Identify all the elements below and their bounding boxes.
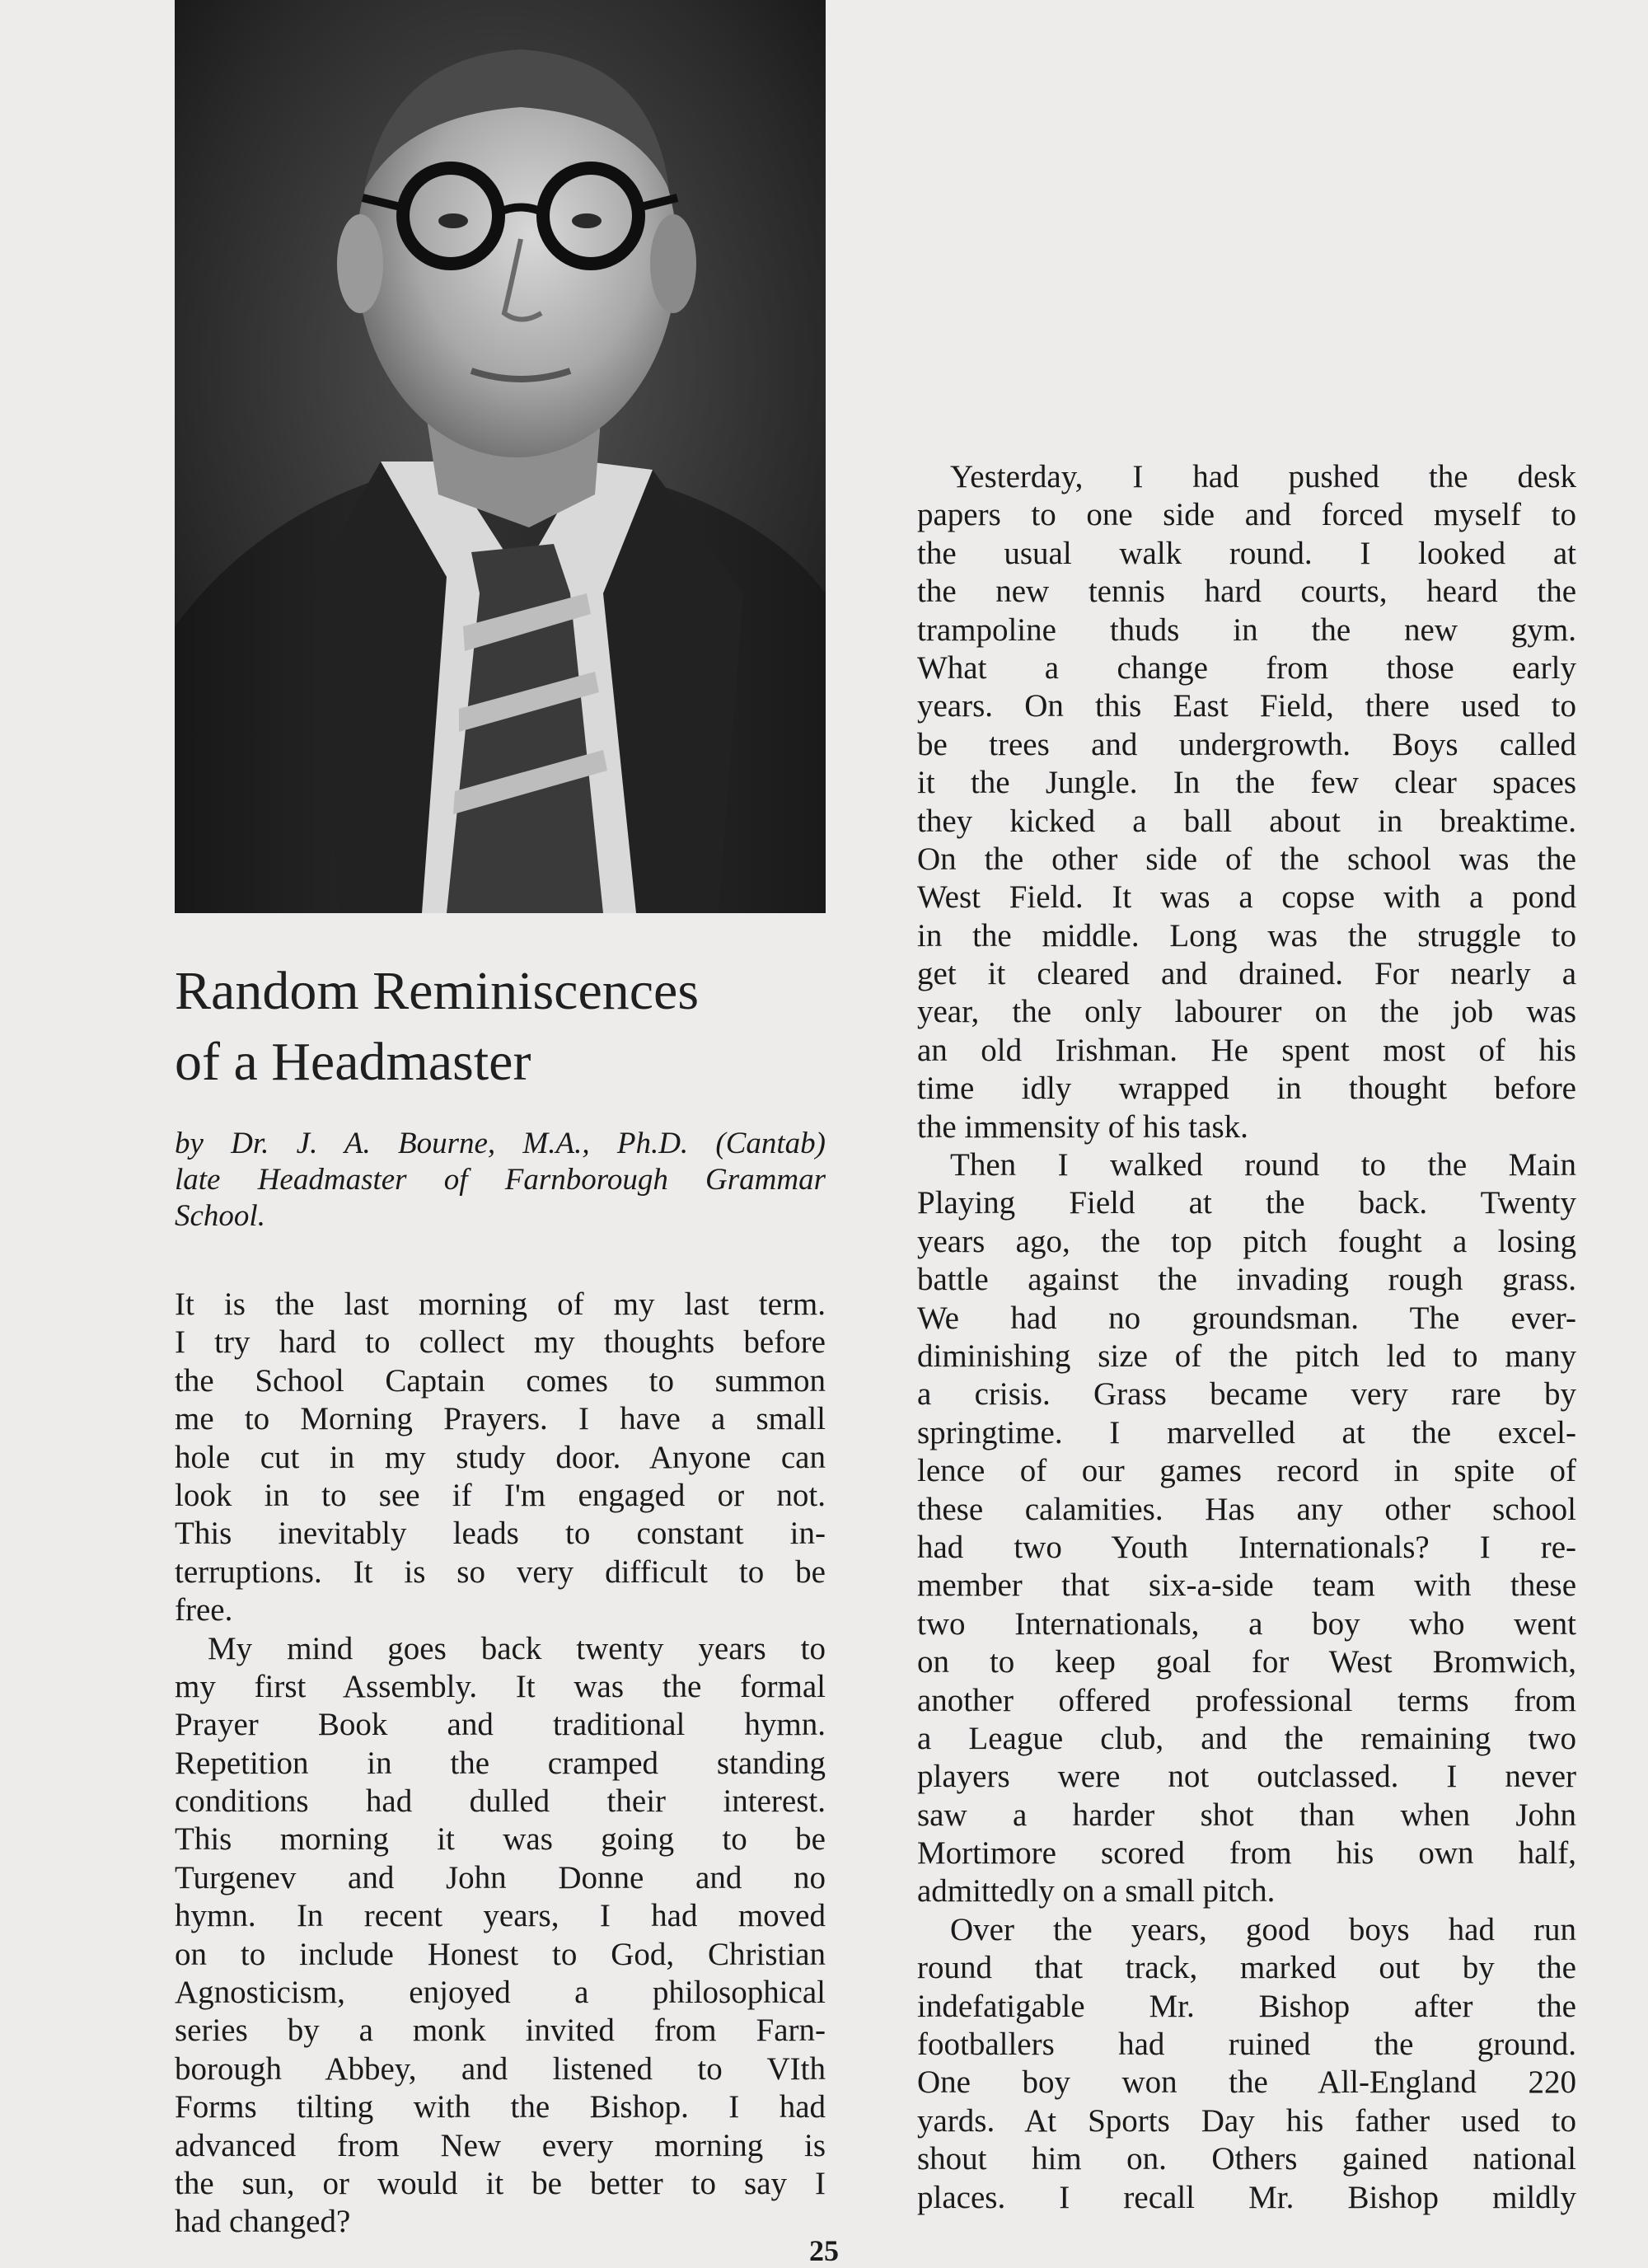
paragraph [175, 1286, 826, 1630]
text-line: two Internationals, a boy who went [917, 1605, 1576, 1642]
text-line: indefatigable Mr. Bishop after the [917, 1988, 1576, 2024]
text-line: papers to one side and forced myself to [917, 497, 1576, 533]
text-line: saw a harder shot than when John [917, 1797, 1576, 1833]
text-line: What a change from those early [917, 649, 1576, 686]
byline-line-2: late Headmaster of Farnborough Grammar [175, 1163, 826, 1197]
text-line: member that six-a-side team with these [917, 1567, 1576, 1604]
text-line: the immensity of his task. [917, 1108, 1248, 1145]
text-line: shout him on. Others gained national [917, 2141, 1576, 2177]
right-column-body [917, 458, 1576, 2217]
text-line: Prayer Book and traditional hymn. [175, 1707, 826, 1743]
text-line: We had no groundsman. The ever- [917, 1300, 1576, 1336]
text-line: Yesterday, I had pushed the desk [950, 459, 1576, 494]
text-line: battle against the invading rough grass. [917, 1262, 1576, 1298]
text-line: on to keep goal for West Bromwich, [917, 1644, 1576, 1680]
text-line: Over the years, good boys had run [950, 1911, 1576, 1947]
text-line: round that track, marked out by the [917, 1950, 1576, 1986]
text-line: they kicked a ball about in breaktime. [917, 803, 1576, 839]
paragraph [917, 1146, 1576, 1911]
text-line: springtime. I marvelled at the excel- [917, 1414, 1576, 1450]
byline-line-1: by Dr. J. A. Bourne, M.A., Ph.D. (Cantab) [175, 1127, 826, 1160]
text-line: terruptions. It is so very difficult to be [175, 1553, 826, 1590]
text-line: I try hard to collect my thoughts before [175, 1324, 826, 1361]
text-line: This morning it was going to be [175, 1821, 826, 1858]
text-line: conditions had dulled their interest. [175, 1783, 826, 1820]
text-line: a League club, and the remaining two [917, 1720, 1576, 1756]
byline-line-3: School. [175, 1199, 265, 1233]
text-line: in the middle. Long was the struggle to [917, 917, 1576, 954]
text-line: years ago, the top pitch fought a losing [917, 1223, 1576, 1259]
text-line: Mortimore scored from his own half, [917, 1835, 1576, 1872]
text-line: the sun, or would it be better to say I [175, 2165, 826, 2201]
article-byline [175, 1126, 826, 1235]
text-line: me to Morning Prayers. I have a small [175, 1401, 826, 1437]
text-line: my first Assembly. It was the formal [175, 1668, 826, 1704]
text-line: be trees and undergrowth. Boys called [917, 726, 1576, 762]
text-line: Turgenev and John Donne and no [175, 1859, 826, 1895]
text-line: time idly wrapped in thought before [917, 1071, 1576, 1107]
text-line: One boy won the All-England 220 [917, 2064, 1576, 2101]
text-line: another offered professional terms from [917, 1682, 1576, 1718]
text-line: places. I recall Mr. Bishop mildly [917, 2179, 1576, 2215]
text-line: the usual walk round. I looked at [917, 535, 1576, 571]
text-line: free. [175, 1592, 233, 1628]
text-line: these calamities. Has any other school [917, 1491, 1576, 1527]
text-line: On the other side of the school was the [917, 841, 1576, 877]
left-column [175, 956, 826, 2242]
text-line: hole cut in my study door. Anyone can [175, 1439, 826, 1475]
text-line: Repetition in the cramped standing [175, 1745, 826, 1781]
text-line: West Field. It was a copse with a pond [917, 879, 1576, 916]
text-line: It is the last morning of my last term. [175, 1286, 826, 1322]
text-line: My mind goes back twenty years to [208, 1630, 826, 1666]
page-number: 25 [809, 2234, 839, 2267]
text-line: the new tennis hard courts, heard the [917, 574, 1576, 610]
left-column-body [175, 1286, 826, 2242]
text-line: admittedly on a small pitch. [917, 1873, 1276, 1910]
text-line: lence of our games record in spite of [917, 1453, 1576, 1489]
text-line: yards. At Sports Day his father used to [917, 2102, 1576, 2139]
title-line-1: Random Reminiscences [175, 961, 700, 1021]
text-line: This inevitably leads to constant in- [175, 1516, 826, 1552]
text-line: an old Irishman. He spent most of his [917, 1032, 1576, 1068]
paragraph [917, 458, 1576, 1146]
text-line: trampoline thuds in the new gym. [917, 612, 1576, 648]
headmaster-portrait-photo [175, 0, 826, 913]
paragraph [175, 1630, 826, 2242]
title-line-2: of a Headmaster [175, 1032, 531, 1092]
paragraph [917, 1911, 1576, 2217]
text-line: series by a monk invited from Farn- [175, 2013, 826, 2049]
text-line: year, the only labourer on the job was [917, 994, 1576, 1030]
text-line: it the Jungle. In the few clear spaces [917, 765, 1576, 801]
text-line: the School Captain comes to summon [175, 1362, 826, 1399]
text-line: Agnosticism, enjoyed a philosophical [175, 1975, 826, 2011]
text-line: players were not outclassed. I never [917, 1759, 1576, 1795]
portrait-illustration [175, 0, 826, 913]
text-line: hymn. In recent years, I had moved [175, 1898, 826, 1934]
text-line: had two Youth Internationals? I re- [917, 1529, 1576, 1565]
text-line: a crisis. Grass became very rare by [917, 1376, 1576, 1413]
text-line: Then I walked round to the Main [950, 1147, 1576, 1183]
text-line: diminishing size of the pitch led to many [917, 1338, 1576, 1374]
text-line: years. On this East Field, there used to [917, 688, 1576, 724]
text-line: advanced from New every morning is [175, 2127, 826, 2163]
text-line: look in to see if I'm engaged or not. [175, 1477, 826, 1513]
text-line: had changed? [175, 2204, 351, 2240]
text-line: Playing Field at the back. Twenty [917, 1185, 1576, 1221]
text-line: footballers had ruined the ground. [917, 2027, 1576, 2063]
text-line: get it cleared and drained. For nearly a [917, 956, 1576, 992]
text-line: borough Abbey, and listened to VIth [175, 2050, 826, 2087]
article-title [175, 956, 826, 1098]
text-line: on to include Honest to God, Christian [175, 1936, 826, 1972]
text-line: Forms tilting with the Bishop. I had [175, 2089, 826, 2125]
